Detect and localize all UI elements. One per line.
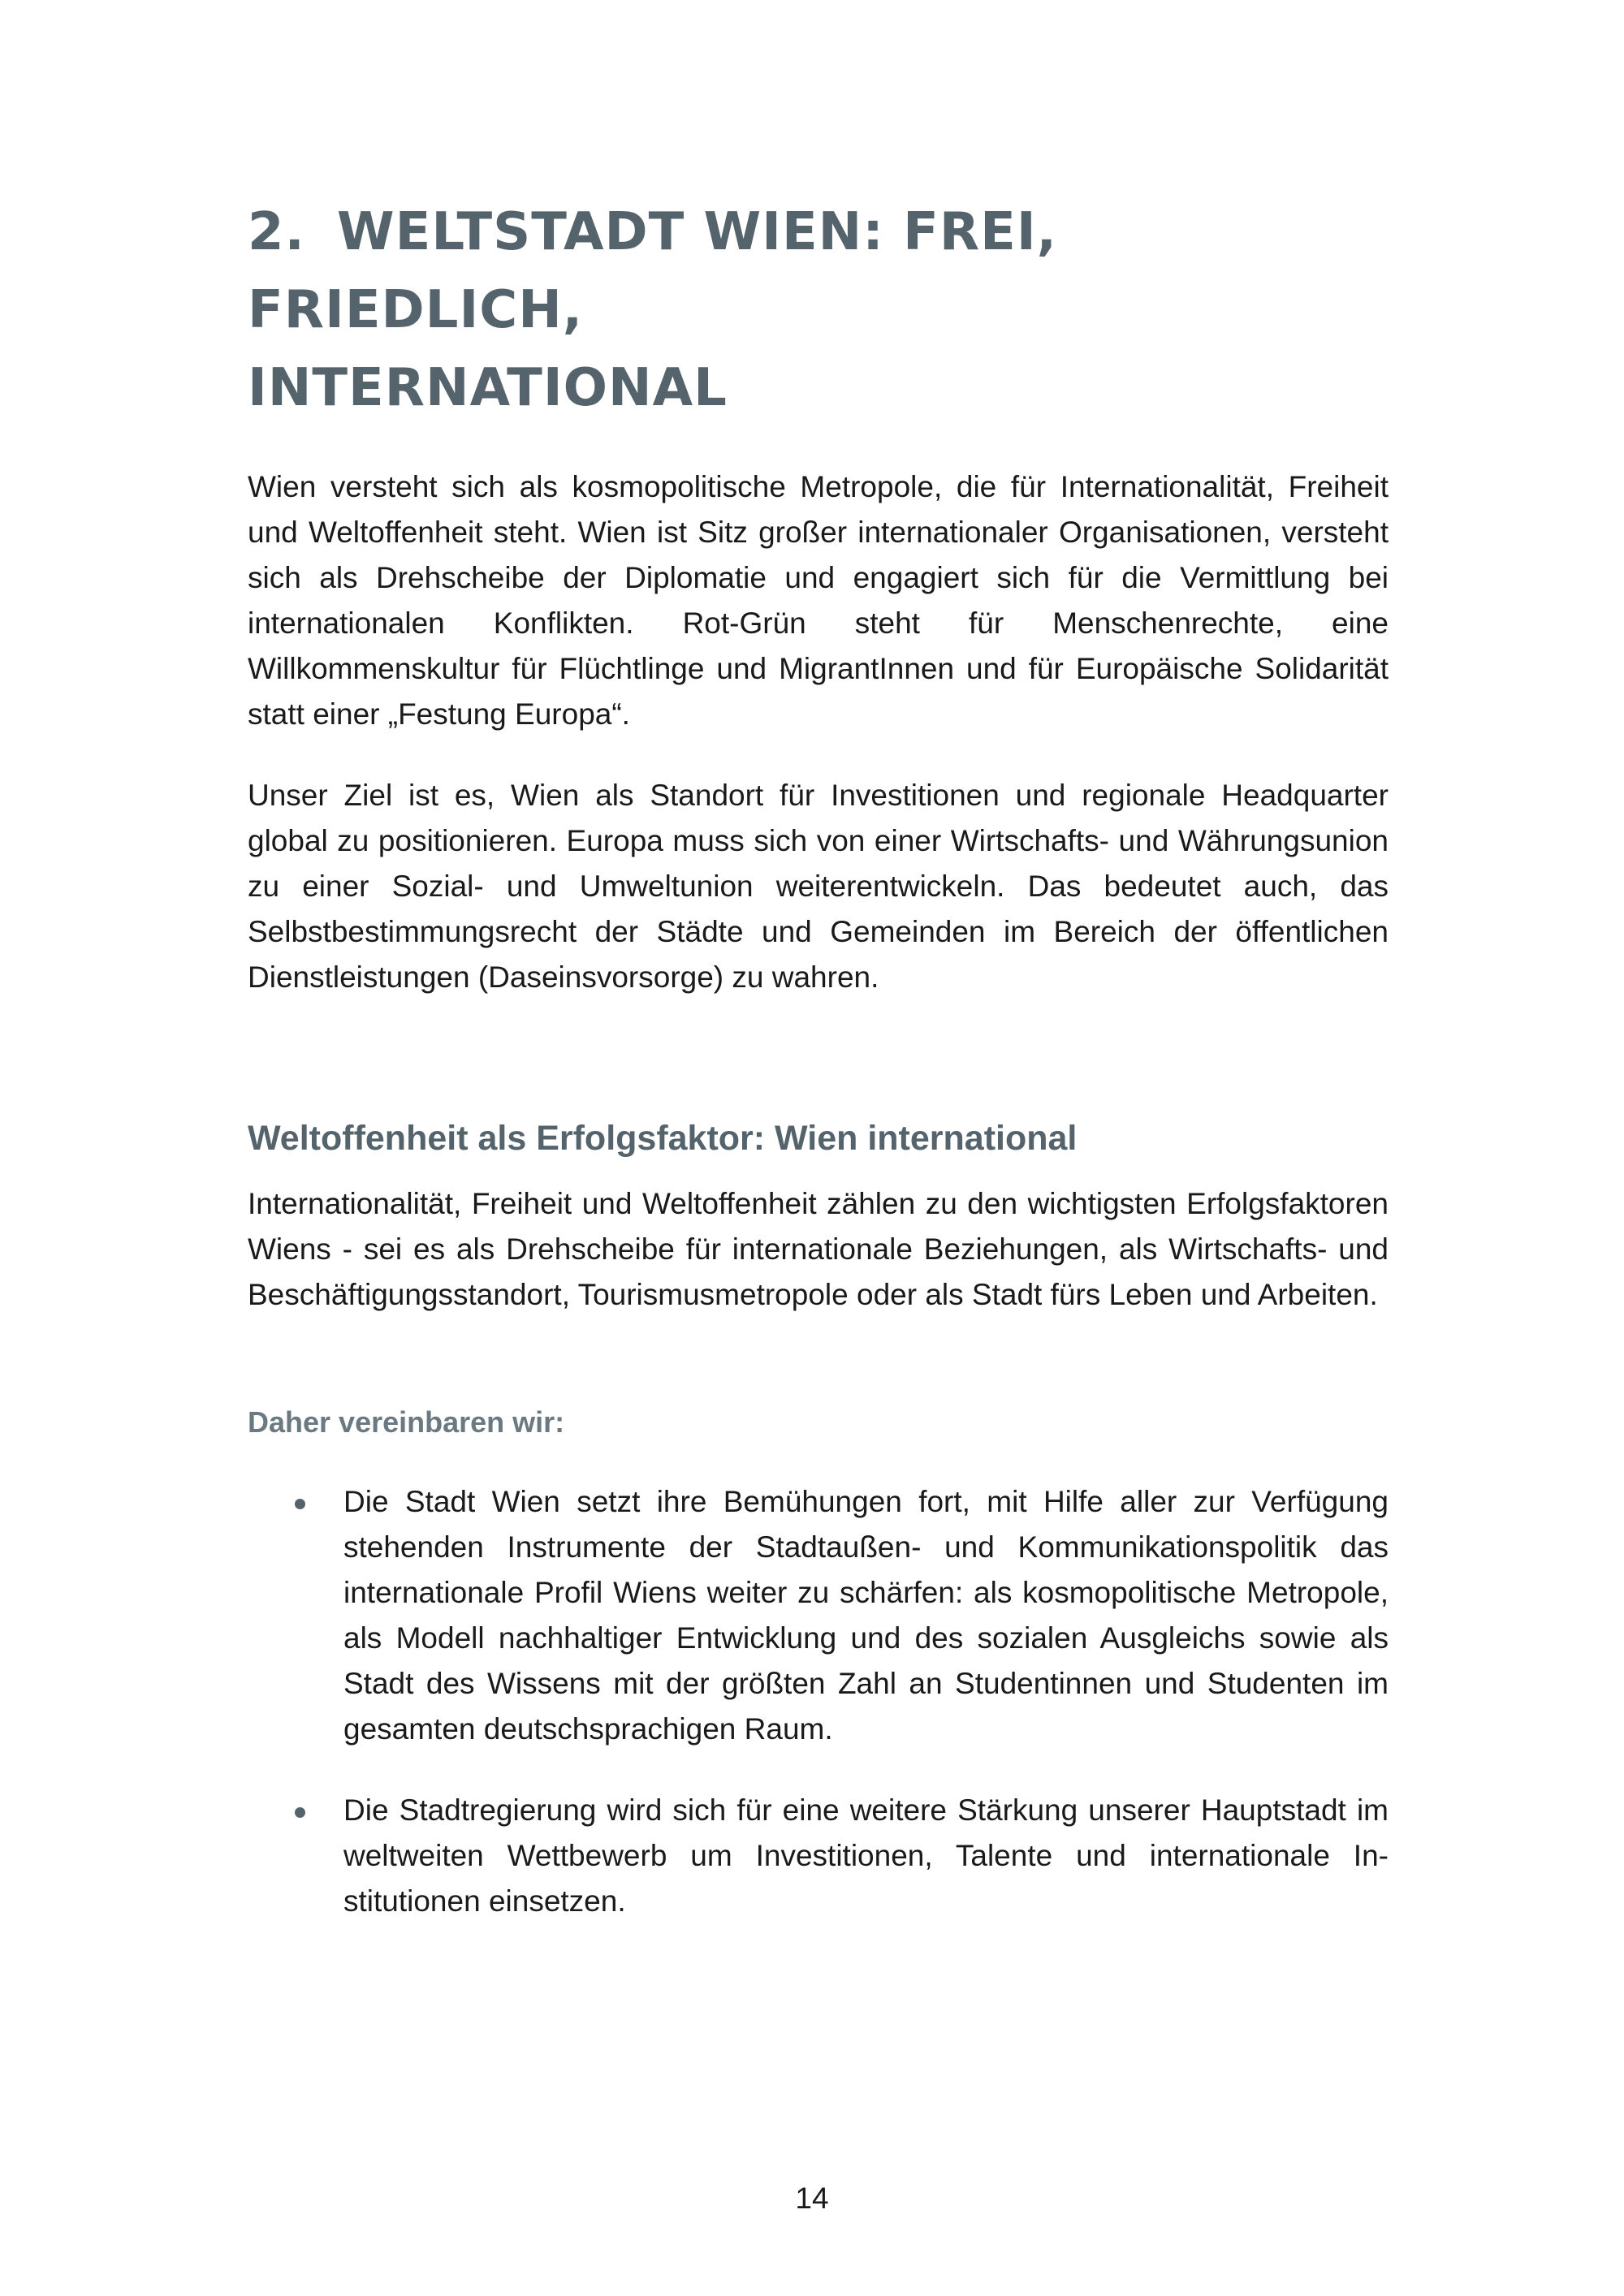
agreement-subheading: Daher vereinbaren wir: — [248, 1405, 565, 1439]
bullet-icon — [295, 1499, 305, 1509]
section-heading: Weltoffenheit als Erfolgsfaktor: Wien international — [248, 1119, 1078, 1158]
agreement-list — [248, 1479, 1389, 1924]
list-item-text: Die Stadtregierung wird sich für eine weitere Stärkung unserer Hauptstadt im weltweiten Wettbewerb um Investitionen, Talente und internationale Institutionen einsetzen. — [343, 1793, 1389, 1918]
chapter-number: 2. — [248, 202, 305, 262]
intro-paragraph-2: Unser Ziel ist es, Wien als Standort für Investitionen und regionale Headquarter global zu positionieren. Europa muss sich von einer Wirtschafts- und Währungsunion zu einer Sozial- und Umweltunion weiterentwickeln. Das bedeutet auch, das Selbstbestimmungsrecht der Städte und Gemeinden im Bereich der öffentlichen Dienstleistungen (Daseinsvorsorge) zu wahren. — [248, 779, 1389, 994]
chapter-title — [248, 193, 1384, 427]
section-intro-paragraph: Internationalität, Freiheit und Weltoffenheit zählen zu den wichtigsten Erfolgsfaktoren Wiens - sei es als Drehscheibe für internationale Beziehungen, als Wirtschafts- und Beschäftigungsstandort, Tourismusmetropole oder als Stadt fürs Leben und Arbeiten. — [248, 1187, 1389, 1311]
list-item — [248, 1479, 1389, 1752]
chapter-title-line-2: INTERNATIONAL — [248, 358, 728, 418]
bullet-icon — [295, 1807, 305, 1818]
page-number: 14 — [795, 2182, 829, 2215]
list-item — [248, 1788, 1389, 1924]
chapter-title-line-1: WELTSTADT WIEN: FREI, FRIEDLICH, — [248, 202, 1057, 340]
intro-paragraph-1: Wien versteht sich als kosmopolitische Metropole, die für Internationalität, Freiheit und Weltoffenheit steht. Wien ist Sitz großer internationaler Organisationen, versteht sich als Drehscheibe der Diplomatie und engagiert sich für die Vermittlung bei internationalen Konflikten. Rot-Grün steht für Menschenrechte, eine Willkommenskultur für Flüchtlinge und MigrantInnen und für Europäische Solidarität statt einer „Festung Europa“. — [248, 470, 1389, 731]
list-item-text: Die Stadt Wien setzt ihre Bemühungen fort, mit Hilfe aller zur Verfügung stehenden Instrumente der Stadtaußen- und Kommunikationspolitik das internationale Profil Wiens weiter zu schärfen: als kosmopolitische Metropole, als Modell nachhaltiger Entwicklung und des sozialen Ausgleichs sowie als Stadt des Wissens mit der größten Zahl an Studentinnen und Studenten im gesamten deutschsprachigen Raum. — [343, 1485, 1389, 1746]
